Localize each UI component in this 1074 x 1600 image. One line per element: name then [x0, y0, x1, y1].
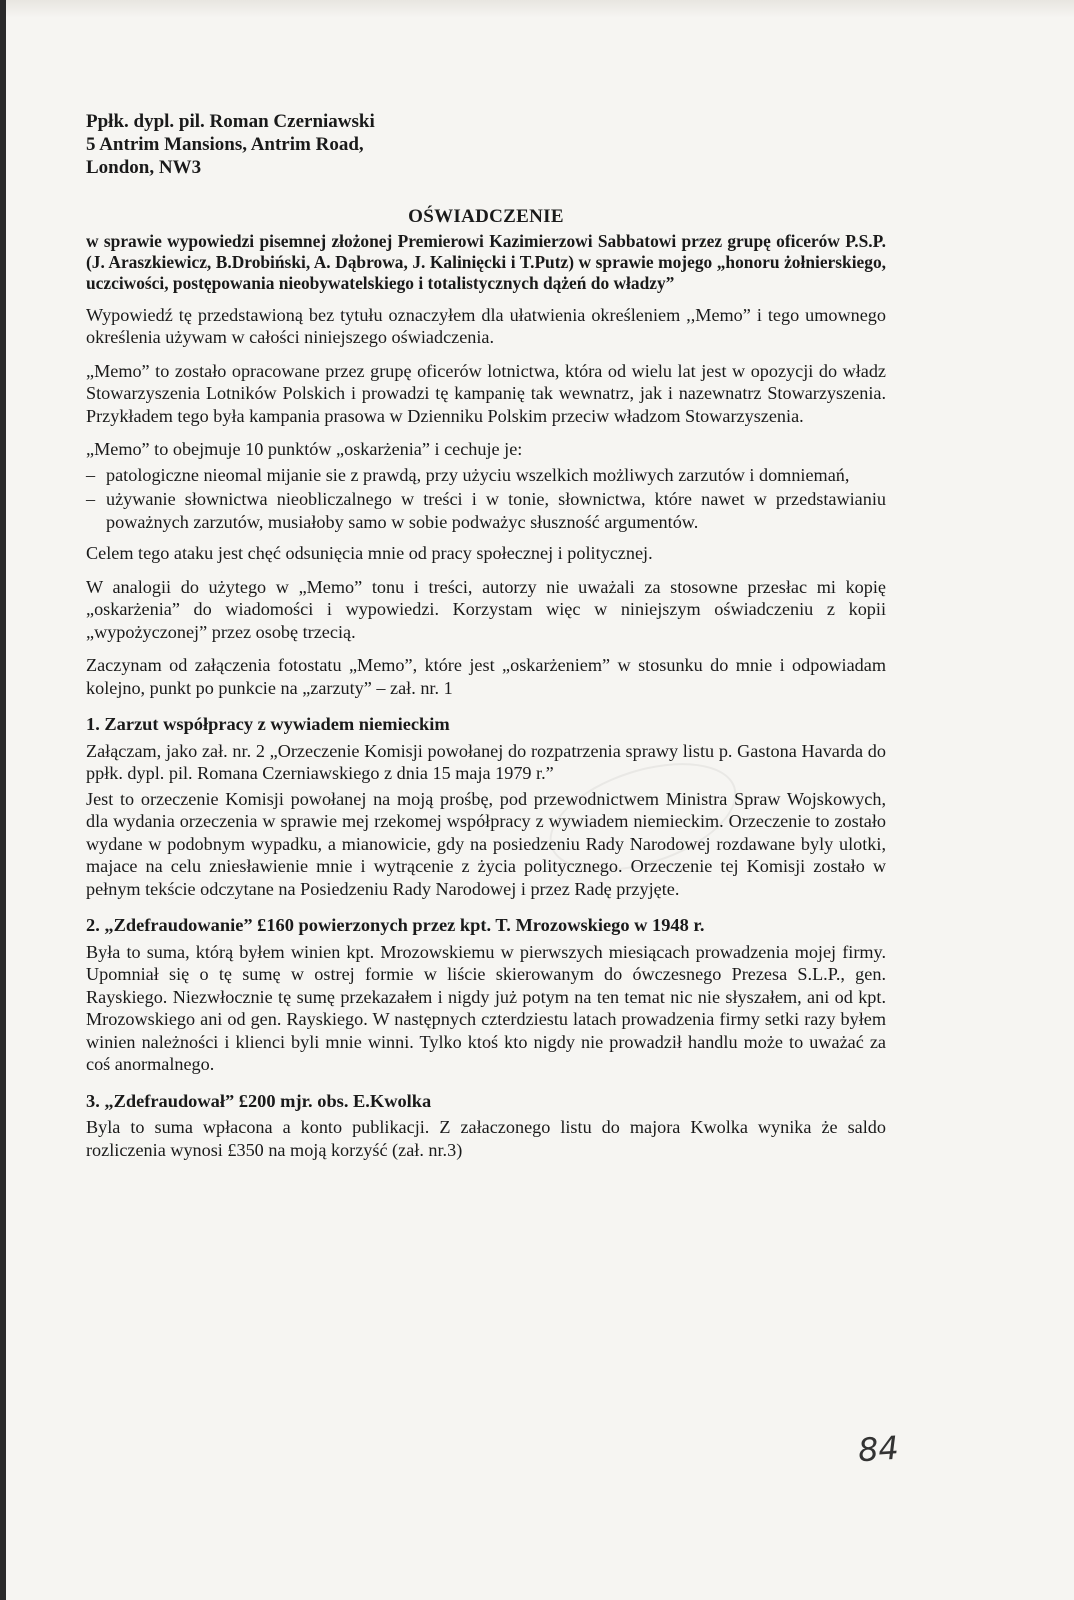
- document-subject: w sprawie wypowiedzi pisemnej złożonej Premierowi Kazimierzowi Sabbatowi przez grupę oficerów P.S.P. (J. Araszkiewicz, B.Drobiński, A. Dąbrowa, J. Kalinięcki i T.Putz) w sprawie mojego „honoru żołnierskiego, uczciwości, postępowania nieobywatelskiego i totalistycznych dążeń do władzy”: [86, 230, 886, 293]
- section-3-paragraph: Byla to suma wpłacona a konto publikacji. Z załaczonego listu do majora Kwolka wynika że saldo rozliczenia wynosi £350 na moją korzyść (zał. nr.3): [86, 1117, 886, 1160]
- handwritten-page-number: 84: [856, 1428, 900, 1470]
- sender-street: 5 Antrim Mansions, Antrim Road,: [86, 134, 364, 155]
- paragraph-analogy: W analogii do użytego w „Memo” tonu i treści, autorzy nie uważali za stosowne przesłac mi kopię „oskarżenia” do wiadomości i wypowiedzi. Korzystam więc w niniejszym oświadczeniu z kopii „wypożyczonej” przez osobę trzecią.: [86, 576, 886, 642]
- sender-address: [86, 110, 375, 179]
- paragraph-memo-origin: „Memo” to zostało opracowane przez grupę oficerów lotnictwa, która od wielu lat jest w opozycji do władz Stowarzyszenia Lotników Polskich i prowadzi tę kampanię tak wewnatrz, jak i nazewnatrz Stowarzyszenia. Przykładem tego była kampania prasowa w Dzienniku Polskim przeciw władzom Stowarzyszenia.: [86, 360, 886, 426]
- sender-city: London, NW3: [86, 157, 202, 178]
- list-item: [86, 464, 886, 487]
- paragraph-intro: Wypowiedź tę przedstawioną bez tytułu oznaczyłem dla ułatwienia określeniem ,,Memo” i tego umownego określenia używam w całości niniejszego oświadczenia.: [86, 304, 886, 347]
- scan-edge: [6, 0, 1074, 18]
- section-heading-2: 2. „Zdefraudowanie” £160 powierzonych przez kpt. T. Mrozowskiego w 1948 r.: [86, 915, 705, 935]
- sender-name: Ppłk. dypl. pil. Roman Czerniawski: [86, 111, 375, 132]
- document-body: [86, 206, 886, 1172]
- paragraph-memo-points: „Memo” to obejmuje 10 punktów „oskarżenia” i cechuje je:: [86, 439, 523, 459]
- section-1-paragraph-1: Załączam, jako zał. nr. 2 „Orzeczenie Komisji powołanej do rozpatrzenia sprawy listu p. Gastona Havarda do ppłk. dypl. pil. Romana Czerniawskiego z dnia 15 maja 1979 r.”: [86, 740, 886, 783]
- section-heading-1: 1. Zarzut współpracy z wywiadem niemieckim: [86, 714, 450, 734]
- dash-bullet: –: [86, 464, 96, 485]
- document-title: OŚWIADCZENIE: [408, 206, 564, 227]
- paragraph-attachment: Zaczynam od załączenia fotostatu „Memo”, które jest „oskarżeniem” w stosunku do mnie i odpowiadam kolejno, punkt po punkcie na „zarzuty” – zał. nr. 1: [86, 655, 886, 698]
- dash-bullet: –: [86, 489, 96, 509]
- memo-characteristics-list: [86, 464, 886, 534]
- section-1-paragraph-2: Jest to orzeczenie Komisji powołanej na moją prośbę, pod przewodnictwem Ministra Spraw Wojskowych, dla wydania orzeczenia w sprawie mej rzekomej współpracy z wywiadem niemieckim. Orzeczenie to zostało wydane w podobnym wypadku, a mianowicie, gdy na posiedzeniu Rady Narodowej rozdawane byly ulotki, majace na celu zniesławienie mnie i wytrącenie z życia politycznego. Orzeczenie tej Komisji zostało w pełnym tekście odczytane na Posiedzeniu Rady Narodowej i przez Radę przyjęte.: [86, 788, 886, 899]
- paragraph-attack-goal: Celem tego ataku jest chęć odsunięcia mnie od pracy społecznej i politycznej.: [86, 543, 653, 563]
- section-2-paragraph: Była to suma, którą byłem winien kpt. Mrozowskiemu w pierwszych miesiącach prowadzenia mojej firmy. Upomniał się o tę sumę w ostrej formie w liście skierowanym do ówczesnego Prezesa S.L.P., gen. Rayskiego. Niezwłocznie tę sumę przekazałem i nigdy już potym na ten temat nic nie słyszałem, ani od kpt. Mrozowskiego ani od gen. Rayskiego. W następnych czterdziestu latach prowadzenia firmy setki razy byłem winien należności i klienci byli mnie winni. Tylko ktoś kto nigdy nie prowadził handlu może to uważać za coś anormalnego.: [86, 941, 886, 1074]
- list-item-text: patologiczne nieomal mijanie sie z prawdą, przy użyciu wszelkich możliwych zarzutów i domniemań,: [106, 464, 850, 485]
- list-item-text: używanie słownictwa nieobliczalnego w treści i w tonie, słownictwa, które nawet w przedstawianiu poważnych zarzutów, musiałoby samo w sobie podważyc słuszność argumentów.: [106, 489, 886, 532]
- section-heading-3: 3. „Zdefraudował” £200 mjr. obs. E.Kwolka: [86, 1090, 432, 1111]
- list-item: [86, 488, 886, 533]
